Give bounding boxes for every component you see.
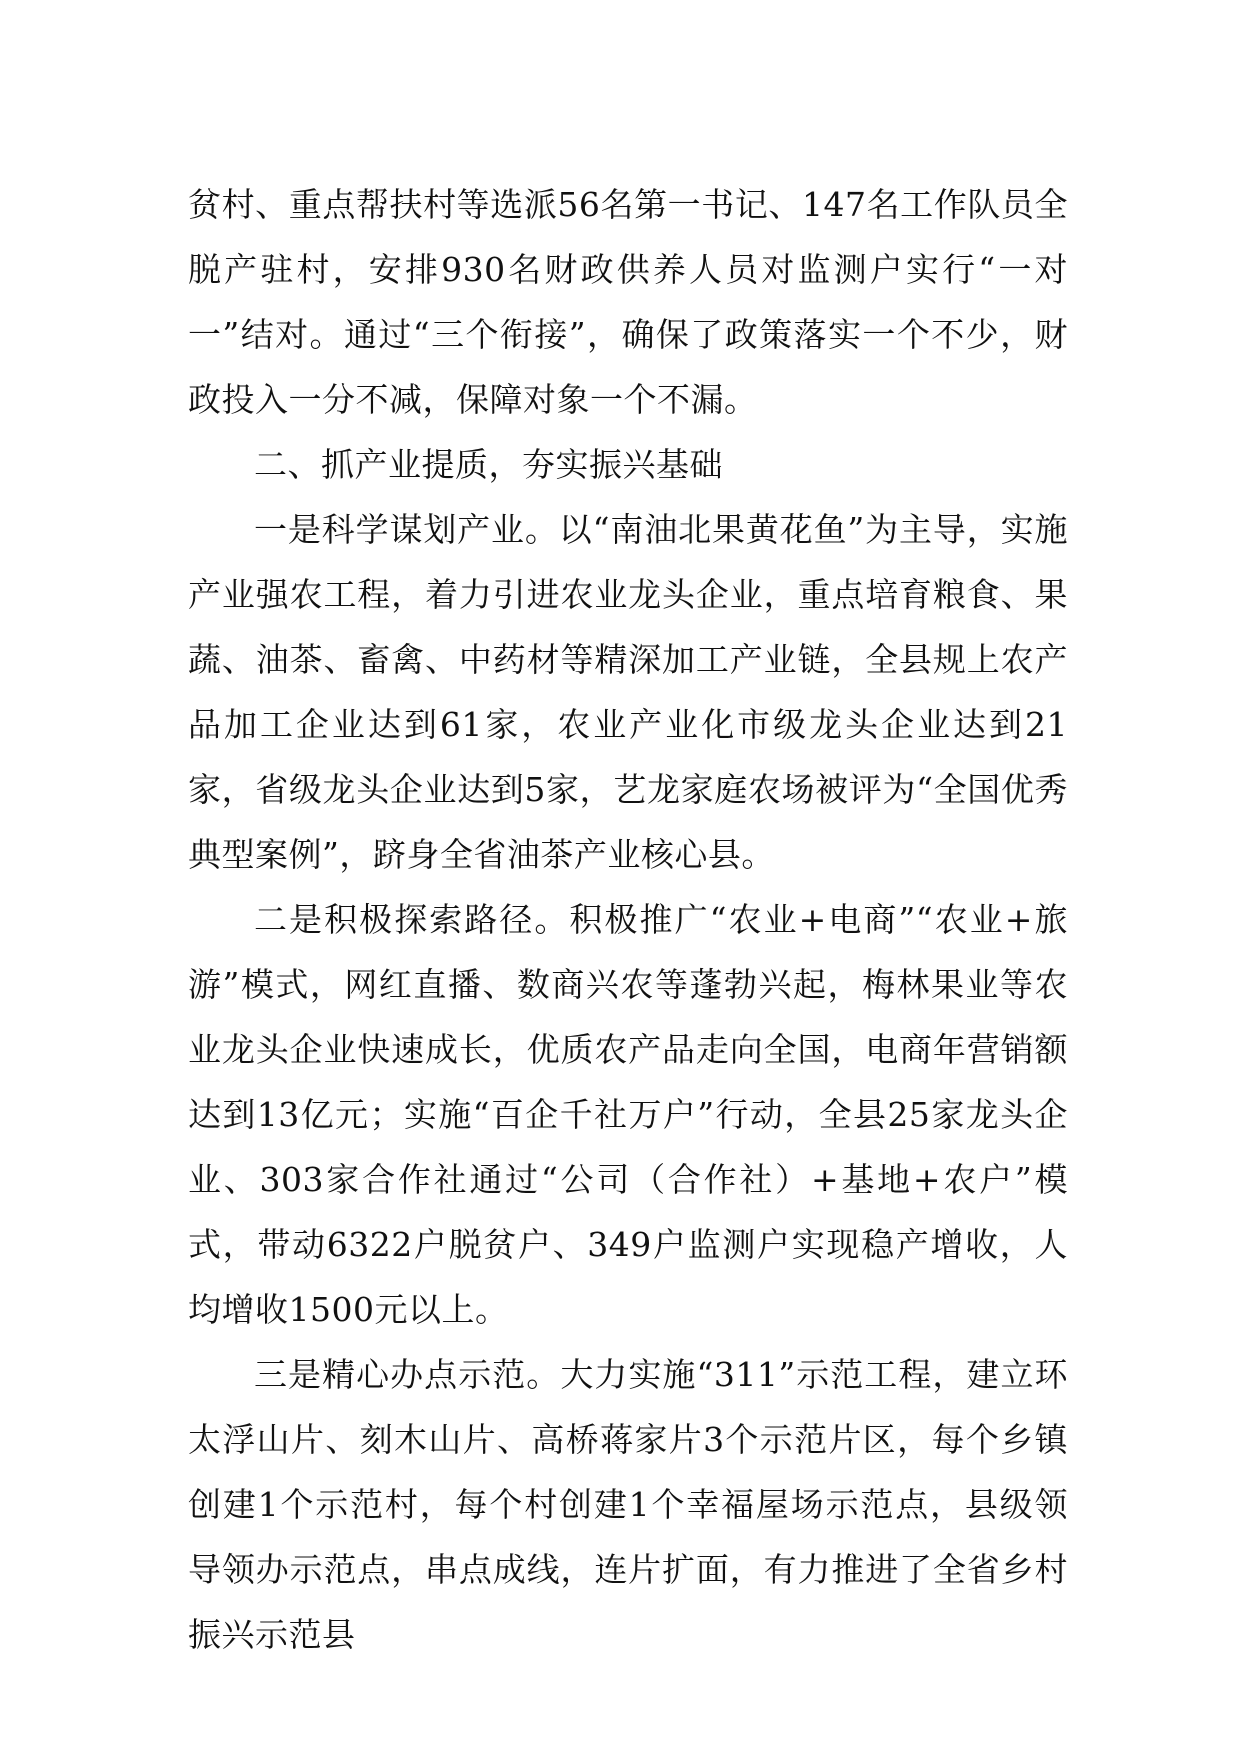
section-heading: 二、抓产业提质，夯实振兴基础 <box>254 445 723 484</box>
paragraph-industry-planning: 一是科学谋划产业。以“南油北果黄花鱼”为主导，实施产业强农工程，着力引进农业龙头企业，重点培育粮食、果蔬、油茶、畜禽、中药材等精深加工产业链，全县规上农产品加工企业达到61家，农业产业化市级龙头企业达到21家，省级龙头企业达到5家，艺龙家庭农场被评为“全国优秀典型案例”，跻身全省油茶产业核心县。 <box>188 510 1068 874</box>
paragraph-explore-paths: 二是积极探索路径。积极推广“农业+电商”“农业+旅游”模式，网红直播、数商兴农等蓬勃兴起，梅林果业等农业龙头企业快速成长，优质农产品走向全国，电商年营销额达到13亿元；实施“百企千社万户”行动，全县25家龙头企业、303家合作社通过“公司（合作社）+基地+农户”模式，带动6322户脱贫户、349户监测户实现稳产增收，人均增收1500元以上。 <box>188 900 1068 1329</box>
paragraph-continuation: 贫村、重点帮扶村等选派56名第一书记、147名工作队员全脱产驻村，安排930名财政供养人员对监测户实行“一对一”结对。通过“三个衔接”，确保了政策落实一个不少，财政投入一分不减，保障对象一个不漏。 <box>188 185 1068 419</box>
body-text <box>188 172 1068 1667</box>
paragraph-demonstration: 三是精心办点示范。大力实施“311”示范工程，建立环太浮山片、刻木山片、高桥蒋家片3个示范片区，每个乡镇创建1个示范村，每个村创建1个幸福屋场示范点，县级领导领办示范点，串点成线，连片扩面，有力推进了全省乡村振兴示范县 <box>188 1355 1068 1654</box>
